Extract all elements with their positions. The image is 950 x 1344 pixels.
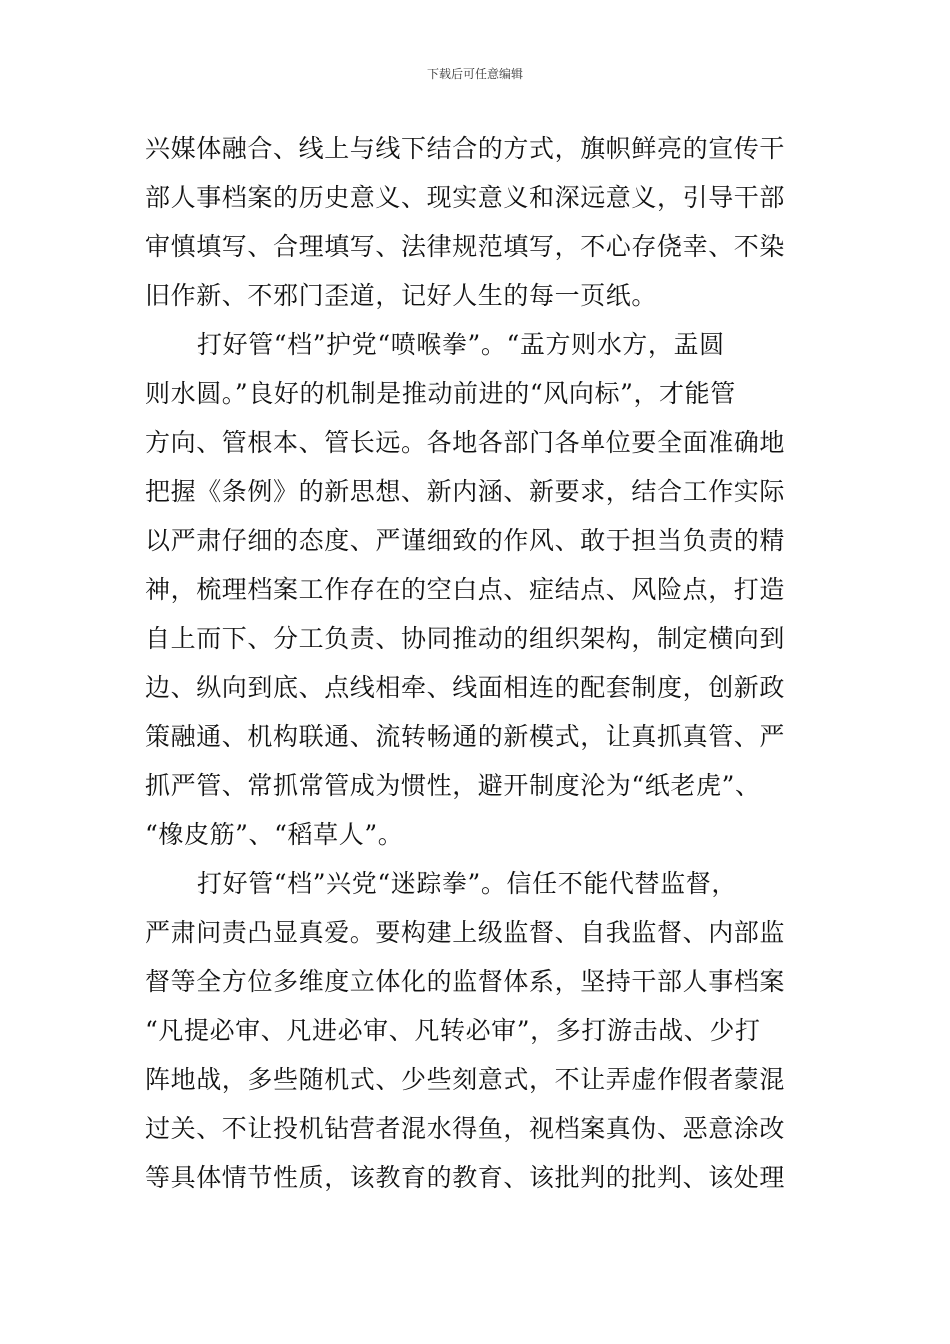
text-line: 阵地战，多些随机式、少些刻意式，不让弄虚作假者蒙混 [145, 1065, 786, 1094]
text-line: 审慎填写、合理填写、法律规范填写，不心存侥幸、不染 [145, 232, 786, 261]
text-line: “橡皮筋”、“稻草人”。 [145, 820, 404, 849]
text-line: 部人事档案的历史意义、现实意义和深远意义，引导干部 [145, 183, 786, 212]
text-line: 等具体情节性质，该教育的教育、该批判的批判、该处理 [145, 1163, 786, 1192]
document-body [145, 124, 809, 1202]
text-line: 则水圆。”良好的机制是推动前进的“风向标”，才能管 [145, 379, 736, 408]
paragraph-first-line: 打好管“档”护党“喷喉拳”。“盂方则水方，盂圆 [197, 330, 725, 359]
text-line: 抓严管、常抓常管成为惯性，避开制度沦为“纸老虎”、 [145, 771, 761, 800]
paragraph-first-line: 打好管“档”兴党“迷踪拳”。信任不能代替监督， [197, 869, 737, 898]
text-line: 严肃问责凸显真爱。要构建上级监督、自我监督、内部监 [145, 918, 786, 947]
text-line: 策融通、机构联通、流转畅通的新模式，让真抓真管、严 [145, 722, 786, 751]
text-line: 以严肃仔细的态度、严谨细致的作风、敢于担当负责的精 [145, 526, 786, 555]
text-line: “凡提必审、凡进必审、凡转必审”，多打游击战、少打 [145, 1016, 761, 1045]
text-line: 神，梳理档案工作存在的空白点、症结点、风险点，打造 [145, 575, 786, 604]
text-line: 过关、不让投机钻营者混水得鱼，视档案真伪、恶意涂改 [145, 1114, 786, 1143]
text-line: 旧作新、不邪门歪道，记好人生的每一页纸。 [145, 281, 658, 310]
text-line: 自上而下、分工负责、协同推动的组织架构，制定横向到 [145, 624, 786, 653]
text-line: 把握《条例》的新思想、新内涵、新要求，结合工作实际 [145, 477, 786, 506]
text-line: 兴媒体融合、线上与线下结合的方式，旗帜鲜亮的宣传干 [145, 134, 786, 163]
text-line: 边、纵向到底、点线相牵、线面相连的配套制度，创新政 [145, 673, 786, 702]
text-line: 方向、管根本、管长远。各地各部门各单位要全面准确地 [145, 428, 786, 457]
page-header: 下载后可任意编辑 [426, 67, 523, 81]
text-line: 督等全方位多维度立体化的监督体系，坚持干部人事档案 [145, 967, 786, 996]
